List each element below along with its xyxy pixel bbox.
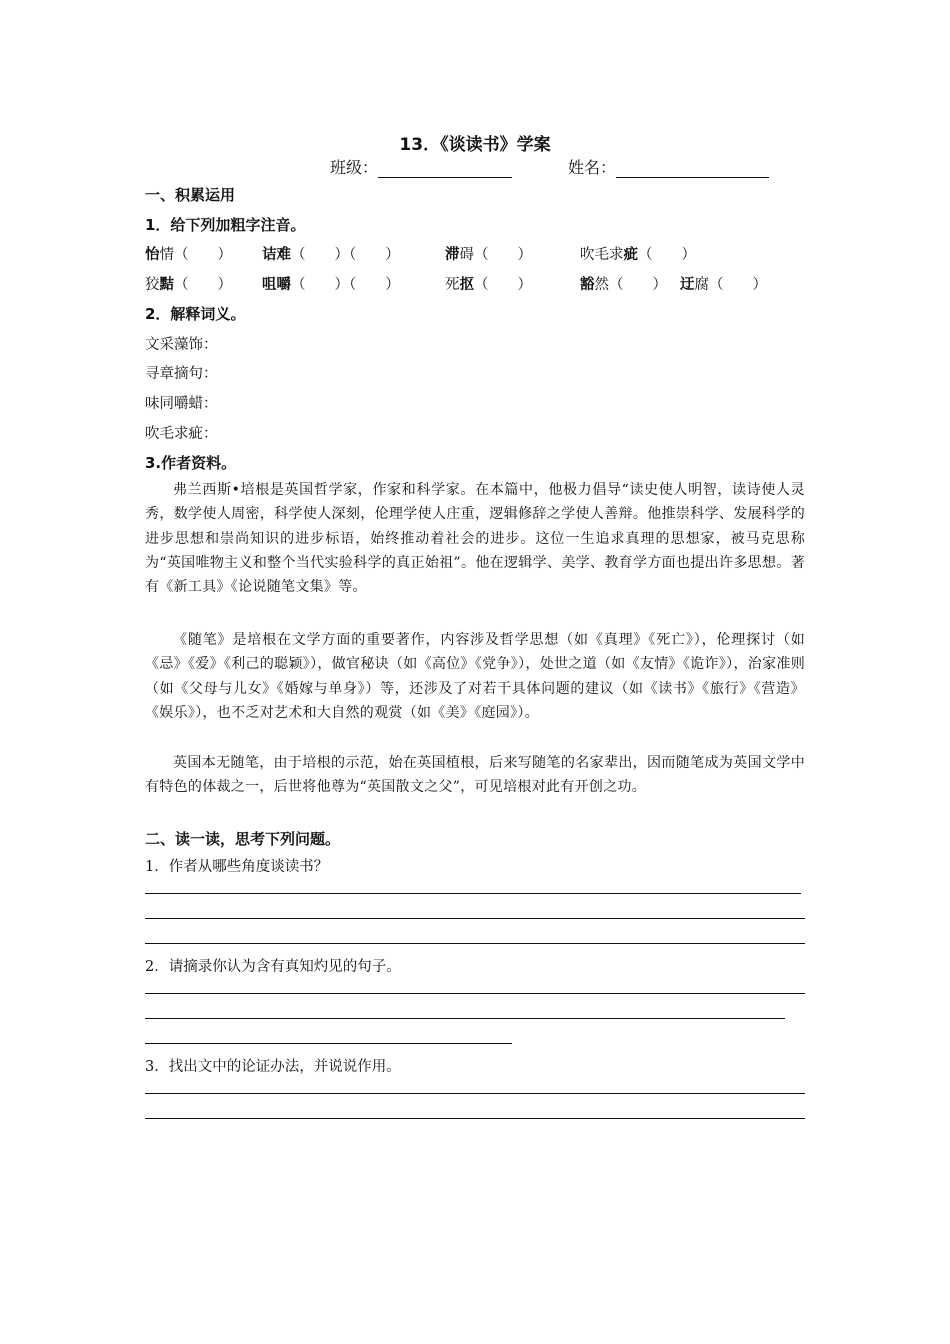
- section1-heading: 一、积累运用: [145, 186, 236, 204]
- answer-blank[interactable]: （ ）: [709, 277, 767, 293]
- class-label: 班级：: [330, 158, 379, 177]
- pinyin-item: 吹毛求疵（ ）: [580, 247, 696, 263]
- term-item: 寻章摘句：: [145, 366, 218, 382]
- answer-blank[interactable]: （ ）（ ）: [291, 277, 400, 293]
- pinyin-item: 狡黠（ ）: [145, 277, 232, 293]
- pinyin-item: 迂腐（ ）: [680, 277, 767, 293]
- answer-blank[interactable]: （ ）: [638, 247, 696, 263]
- name-blank[interactable]: [616, 159, 769, 178]
- author-paragraph: 英国本无随笔，由于培根的示范，始在英国植根，后来写随笔的名家辈出，因而随笔成为英国文学中有特色的体裁之一，后世将他尊为“英国散文之父”，可见培根对此有开创之功。: [145, 755, 805, 796]
- pinyin-item: 诘难（ ）（ ）: [262, 247, 400, 263]
- q1-prompt: 1．给下列加粗字注音。: [145, 216, 306, 234]
- question-3: 3．找出文中的论证办法，并说说作用。: [145, 1059, 401, 1075]
- name-field[interactable]: [568, 155, 769, 178]
- q2-prompt: 2．解释词义。: [145, 305, 246, 323]
- answer-blank[interactable]: （ ）: [174, 277, 232, 293]
- question-1: 1．作者从哪些角度谈读书？: [145, 859, 329, 875]
- q3-prompt: 3.作者资料。: [145, 454, 237, 472]
- answer-blank[interactable]: （ ）（ ）: [291, 247, 400, 263]
- answer-blank[interactable]: （ ）: [474, 277, 532, 293]
- answer-line[interactable]: [145, 893, 801, 894]
- answer-line[interactable]: [145, 1118, 805, 1119]
- pinyin-item: 豁然（ ）: [580, 277, 667, 293]
- pinyin-item: 死抠（ ）: [445, 277, 532, 293]
- answer-line[interactable]: [145, 943, 805, 944]
- name-label: 姓名：: [568, 158, 617, 177]
- question-2: 2．请摘录你认为含有真知灼见的句子。: [145, 959, 401, 975]
- term-item: 吹毛求疵：: [145, 426, 218, 442]
- answer-blank[interactable]: （ ）: [609, 277, 667, 293]
- page-title: 13．《谈读书》学案: [399, 135, 551, 155]
- author-paragraph: 弗兰西斯•培根是英国哲学家，作家和科学家。在本篇中，他极力倡导“读史使人明智，读诗使人灵秀，数学使人周密，科学使人深刻，伦理学使人庄重，逻辑修辞之学使人善辩。他推崇科学、发展科学的进步思想和崇尚知识的进步标语，始终推动着社会的进步。这位一生追求真理的思想家，被马克思称为“英国唯物主义和整个当代实验科学的真正始祖”。他在逻辑学、美学、教育学方面也提出许多思想。著有《新工具》《论说随笔文集》等。: [145, 482, 805, 596]
- answer-line[interactable]: [145, 1043, 512, 1044]
- answer-line[interactable]: [145, 1018, 785, 1019]
- author-paragraph: 《随笔》是培根在文学方面的重要著作，内容涉及哲学思想（如《真理》《死亡》），伦理探讨（如《忌》《爱》《利己的聪颖》），做官秘诀（如《高位》《党争》），处世之道（如《友情》《诡诈》），治家准则（如《父母与儿女》《婚嫁与单身》）等，还涉及了对若干具体问题的建议（如《读书》《旅行》《营造》《娱乐》），也不乏对艺术和大自然的观赏（如《美》《庭园》）。: [145, 632, 805, 721]
- class-blank[interactable]: [378, 159, 512, 178]
- pinyin-item: 怡情（ ）: [145, 247, 232, 263]
- pinyin-item: 咀嚼（ ）（ ）: [262, 277, 400, 293]
- answer-line[interactable]: [145, 993, 805, 994]
- answer-blank[interactable]: （ ）: [474, 247, 532, 263]
- class-field[interactable]: [330, 155, 512, 178]
- term-item: 味同嚼蜡：: [145, 396, 218, 412]
- pinyin-item: 滞碍（ ）: [445, 247, 532, 263]
- answer-line[interactable]: [145, 1093, 805, 1094]
- section2-heading: 二、读一读，思考下列问题。: [145, 830, 341, 848]
- term-item: 文采藻饰：: [145, 337, 218, 353]
- answer-blank[interactable]: （ ）: [174, 247, 232, 263]
- answer-line[interactable]: [145, 918, 805, 919]
